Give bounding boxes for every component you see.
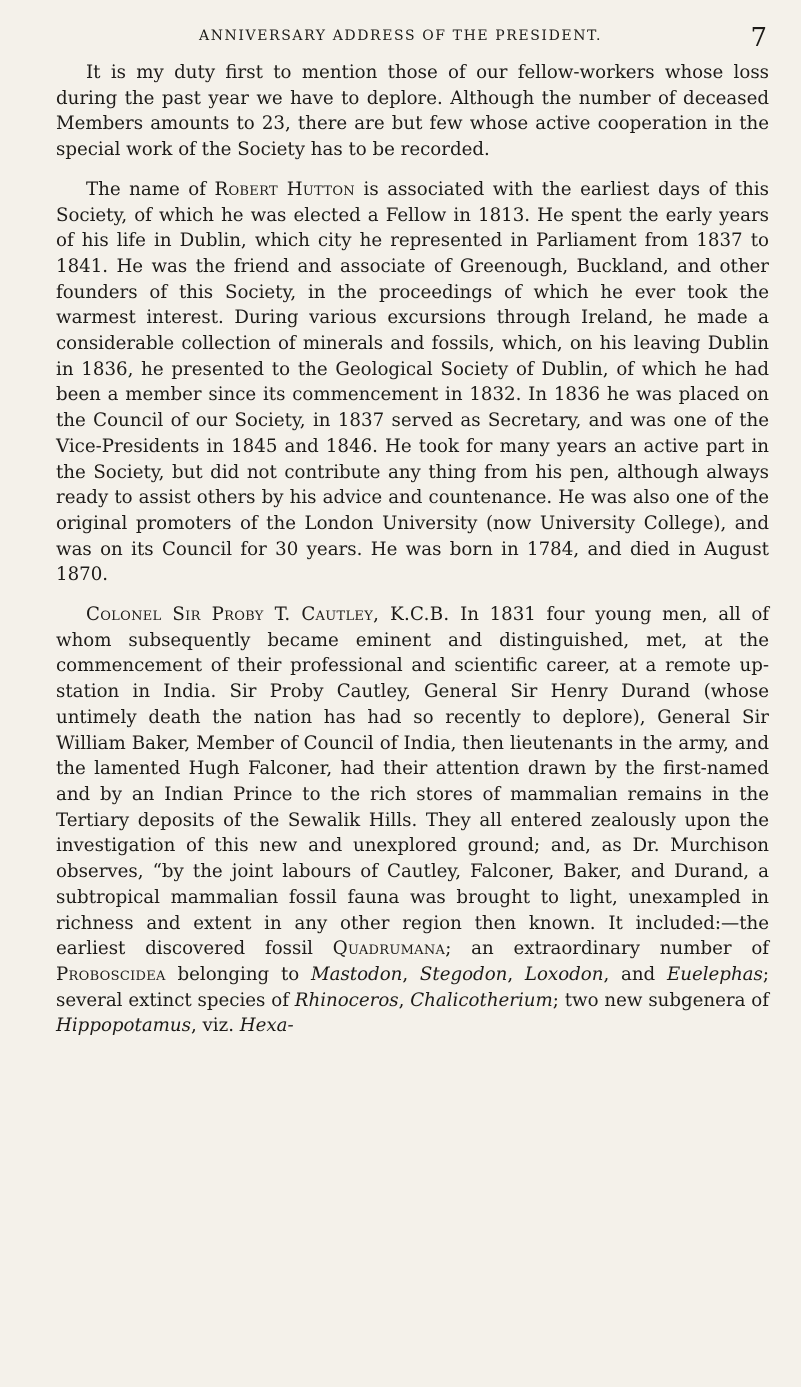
page-number: 7 [750,23,767,53]
obituary-name-hutton: Robert Hutton [214,178,355,200]
obituary-name-cautley: Colonel Sir Proby T. Cautley, K.C.B. [86,604,450,626]
separator-2: , [507,963,525,985]
taxon-proboscidea: Proboscidea [56,963,166,985]
running-title: ANNIVERSARY ADDRESS OF THE PRESIDENT. [198,28,602,44]
genus-euelephas: Euelephas [666,963,763,985]
paragraph-intro [56,60,769,163]
genus-chalicotherium: Chalicotherium [410,989,553,1011]
genus-rhinoceros: Rhinoceros [294,989,399,1011]
genus-hexaprotodon-fragment: Hexa- [239,1015,294,1037]
separator-4: , [398,989,411,1011]
hutton-text: is associated with the earliest days of this Society, of which he was elected a Fellow in 1813. He spent the early years of his life in Dublin, which city he represented in Parliament from 1837 to 1841. He was the friend and associate of Greenough, Buckland, and other founders of this Society, in the proceedings of which he ever took the warmest interest. During various excursions through Ireland, he made a considerable collection of minerals and fossils, which, on his leaving Dublin in 1836, he presented to the Geological Society of Dublin, of which he had been a member since its commencement in 1832. In 1836 he was placed on the Council of our Society, in 1837 served as Secretary, and was one of the Vice-Presidents in 1845 and 1846. He took for many years an active part in the Society, but did not contribute any thing from his pen, although always ready to assist others by his advice and countenance. He was also one of the original promoters of the London University (now University College), and was on its Council for 30 years. He was born in 1784, and died in August 1870. [56,178,769,586]
hutton-prefix: The name of [86,178,215,200]
cautley-text-2: ; an extraordinary number of [445,938,770,960]
cautley-text-1: In 1831 four young men, all of whom subsequently became eminent and distinguished, met, at the commencement of their professional and scientific career, at a remote up-station in India. Sir Proby Cautley, General Sir Henry Durand (whose untimely death the nation has had so recently to deplore), General Sir William Baker, Member of Council of India, then lieutenants in the army, and the lamented Hugh Falconer, had their attention drawn by the first-named and by an Indian Prince to the rich stores of mammalian remains in the Tertiary deposits of the Sewalik Hills. They all entered zealously upon the investigation of this new and unexplored ground; and, as Dr. Murchison observes, “by the joint labours of Cautley, Falconer, Baker, and Durand, a subtropical mammalian fossil fauna was brought to light, unexampled in richness and extent in any other region then known. It included:—the earliest discovered fossil [56,604,770,960]
paragraph-hutton [56,177,769,588]
taxon-quadrumana: Quadrumana [332,938,446,960]
genus-hippopotamus: Hippopotamus [56,1015,191,1037]
genus-mastodon: Mastodon [311,963,403,985]
paragraph-intro-text: It is my duty first to mention those of our fellow-workers whose loss during the past year we have to deplore. Although the number of deceased Members amounts to 23, there are but few whose active cooperation in the special work of the Society has to be recorded. [56,62,769,161]
separator-3: , and [603,963,667,985]
paragraph-cautley [56,602,769,1039]
genus-loxodon: Loxodon [524,963,604,985]
genus-stegodon: Stegodon [419,963,508,985]
cautley-text-3: belonging to [165,963,311,985]
cautley-text-5: ; two new subgenera of [552,989,769,1011]
cautley-text-4: ; several extinct species of [56,963,769,1011]
cautley-text-6: , viz. [190,1015,240,1037]
separator-1: , [402,963,420,985]
running-header [0,24,801,52]
body-text [56,60,769,1053]
